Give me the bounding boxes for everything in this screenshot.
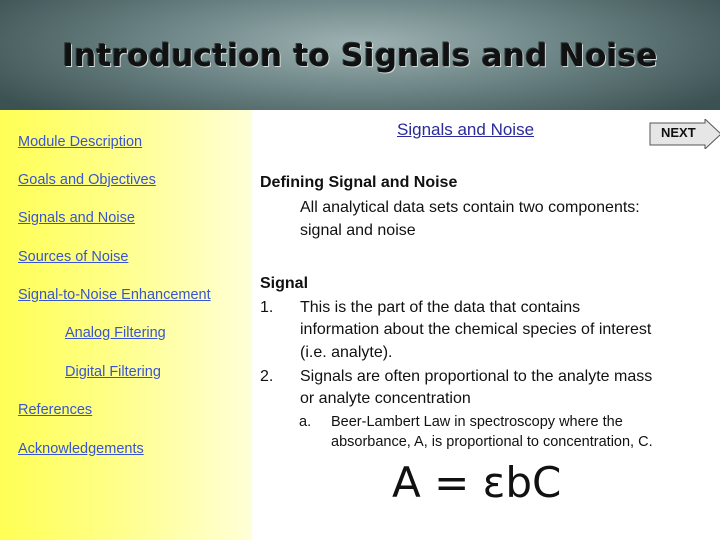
subitem-a-label: a. bbox=[299, 414, 312, 430]
nav-digital-filtering[interactable]: Digital Filtering bbox=[65, 364, 161, 380]
next-button[interactable] bbox=[649, 119, 720, 149]
item2-line1: Signals are often proportional to the analyte mass bbox=[300, 368, 653, 385]
nav-sources-of-noise[interactable]: Sources of Noise bbox=[18, 249, 129, 265]
nav-signals-noise[interactable]: Signals and Noise bbox=[18, 210, 135, 226]
nav-module-description[interactable]: Module Description bbox=[18, 134, 143, 150]
item1-number: 1. bbox=[260, 299, 274, 316]
sidebar-nav bbox=[0, 110, 252, 540]
nav-signal-to-noise-enhancement[interactable]: Signal-to-Noise Enhancement bbox=[18, 287, 211, 303]
subitem-a-line2: absorbance, A, is proportional to concentration, C. bbox=[331, 434, 653, 450]
item1-line2: information about the chemical species of interest bbox=[300, 321, 652, 338]
nav-goals-objectives[interactable]: Goals and Objectives bbox=[18, 172, 156, 188]
main-content bbox=[252, 110, 720, 540]
nav-acknowledgements[interactable]: Acknowledgements bbox=[18, 441, 144, 457]
header-banner bbox=[0, 0, 720, 110]
item1-line1: This is the part of the data that contains bbox=[300, 299, 581, 316]
item2-number: 2. bbox=[260, 368, 274, 385]
item2-line2: or analyte concentration bbox=[300, 390, 471, 407]
nav-analog-filtering[interactable]: Analog Filtering bbox=[65, 325, 166, 341]
signal-heading: Signal bbox=[260, 275, 309, 292]
item1-line3: (i.e. analyte). bbox=[300, 344, 393, 361]
defining-text-line2: signal and noise bbox=[300, 222, 416, 239]
beer-lambert-formula: A = εbC bbox=[392, 458, 562, 507]
nav-references[interactable]: References bbox=[18, 402, 93, 418]
defining-heading: Defining Signal and Noise bbox=[260, 174, 458, 191]
page-title: Introduction to Signals and Noise bbox=[62, 38, 658, 74]
subitem-a-line1: Beer-Lambert Law in spectroscopy where the bbox=[331, 414, 623, 430]
defining-text-line1: All analytical data sets contain two components: bbox=[300, 199, 640, 216]
next-label: NEXT bbox=[661, 125, 696, 140]
section-heading-link[interactable]: Signals and Noise bbox=[397, 120, 535, 139]
